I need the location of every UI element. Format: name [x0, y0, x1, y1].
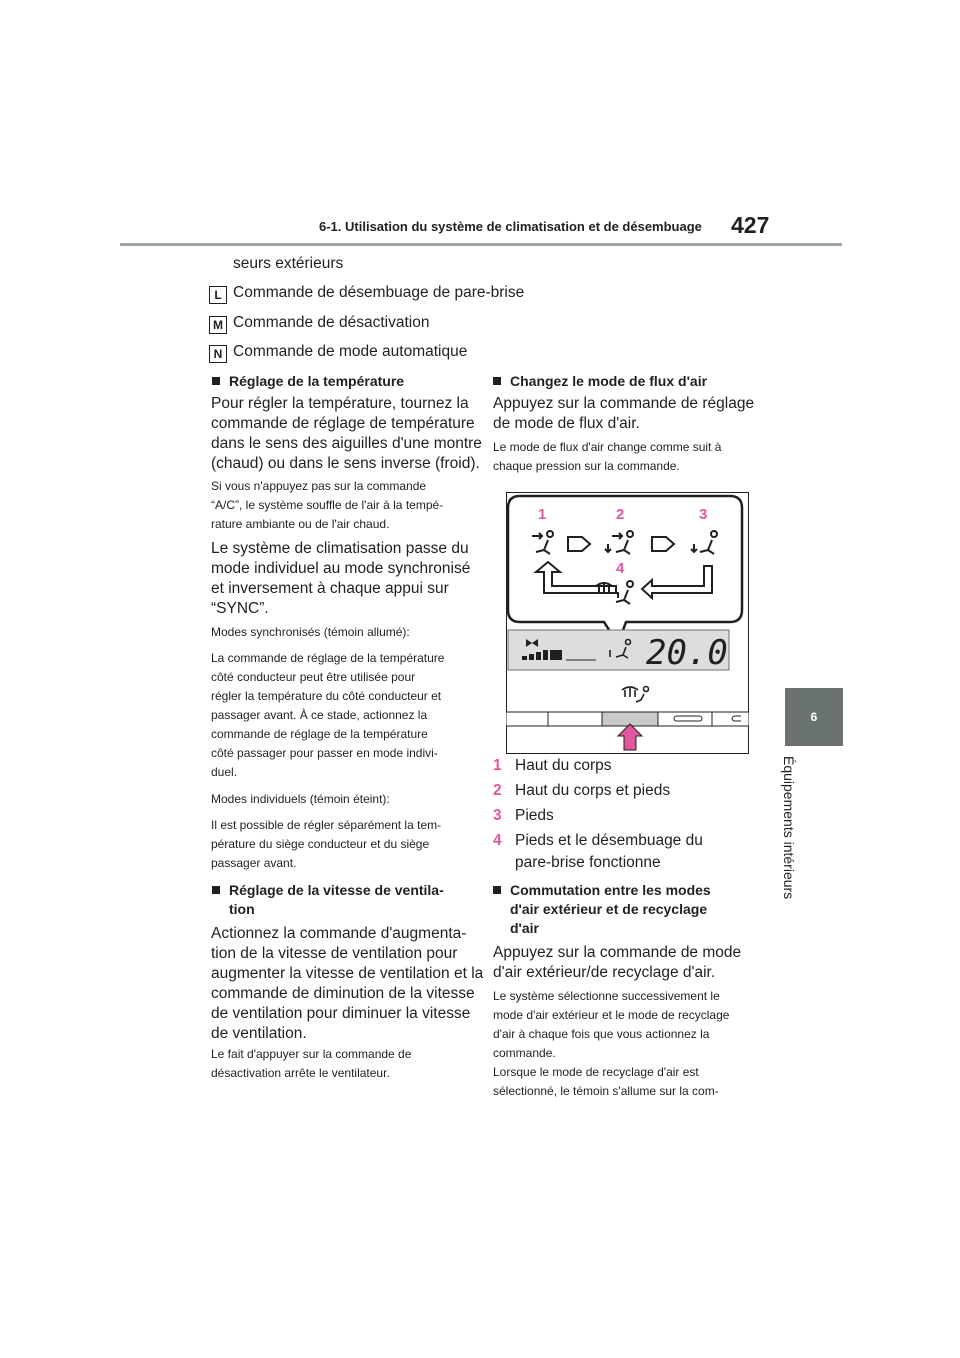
paragraph-temperature [211, 394, 482, 474]
line: désactivation arrête le ventilateur. [211, 1066, 390, 1080]
line: Modes synchronisés (témoin allumé): [211, 625, 410, 639]
key-text: Commande de désactivation [233, 314, 430, 331]
slot-indicator [674, 716, 702, 721]
line: Actionnez la commande d'augmenta- [211, 925, 467, 942]
list-item [493, 806, 703, 826]
note-sync-mode [211, 649, 444, 782]
line: duel. [211, 765, 238, 779]
mode-number-4: 4 [616, 560, 625, 577]
paragraph-airflow-mode [493, 394, 754, 434]
line: (chaud) ou dans le sens inverse (froid). [211, 455, 480, 472]
line: d'air à chaque fois que vous actionnez la [493, 1027, 710, 1041]
line: Il est possible de régler séparément la tem- [211, 818, 442, 832]
line: de ventilation. [211, 1025, 307, 1042]
list-item [493, 781, 703, 801]
heading-line: d'air extérieur et de recyclage [510, 901, 708, 917]
line: passager avant. À ce stade, actionnez la [211, 708, 428, 722]
mode-number-2: 2 [616, 506, 625, 523]
mode-list [493, 756, 703, 873]
line: mode d'air extérieur et le mode de recyclage [493, 1008, 730, 1022]
key-line-n [209, 342, 467, 363]
line: régler la température du côté conducteur et [211, 689, 442, 703]
line: Appuyez sur la commande de réglage [493, 395, 755, 412]
airflow-mode-diagram [506, 492, 749, 754]
line: dans le sens des aiguilles d'une montre [211, 435, 482, 452]
key-label: N [209, 345, 227, 363]
heading-fan-speed [212, 881, 444, 919]
line: commande de réglage de la température [211, 727, 428, 741]
line: Le mode de flux d'air change comme suit à [493, 440, 722, 454]
bullet-square-icon [493, 886, 501, 894]
line: côté passager pour passer en mode indivi- [211, 746, 438, 760]
line: Le fait d'appuyer sur la commande de [211, 1047, 412, 1061]
line: Lorsque le mode de recyclage d'air est [493, 1065, 699, 1079]
heading-text: Commutation entre les modes [510, 882, 711, 898]
line: “SYNC”. [211, 600, 269, 617]
line: augmenter la vitesse de ventilation et la [211, 965, 484, 982]
line: mode individuel au mode synchronisé [211, 560, 471, 577]
line: côté conducteur peut être utilisée pour [211, 670, 416, 684]
mode-number-3: 3 [699, 506, 708, 523]
paragraph-fan-speed [211, 924, 483, 1044]
list-number: 4 [493, 832, 502, 849]
line: sélectionné, le témoin s'allume sur la com- [493, 1084, 719, 1098]
heading-line [493, 881, 711, 900]
heading-text: Changez le mode de flux d'air [510, 373, 708, 389]
heading-line [212, 881, 444, 900]
list-text: Pieds et le désembuage du [515, 832, 703, 849]
line: Modes individuels (témoin éteint): [211, 792, 390, 806]
line: “A/C”, le système souffle de l'air à la tempé- [211, 498, 444, 512]
note-fan-off [211, 1045, 411, 1083]
header-divider [120, 243, 842, 246]
line: commande. [493, 1046, 556, 1060]
continued-text: seurs extérieurs [233, 255, 344, 272]
key-label: L [209, 286, 227, 304]
paragraph-sync [211, 539, 470, 619]
chapter-label [781, 756, 817, 906]
paragraph-air-recirc [493, 943, 741, 983]
note-individual-title [211, 790, 390, 809]
chapter-tab [785, 688, 843, 746]
heading-air-recirc [493, 881, 711, 938]
list-text-continued: pare-brise fonctionne [515, 854, 661, 871]
line: tion de la vitesse de ventilation pour [211, 945, 458, 962]
heading-line: d'air [510, 920, 540, 936]
list-text: Haut du corps [515, 757, 612, 774]
line: rature ambiante ou de l'air chaud. [211, 517, 390, 531]
note-air-recirc [493, 987, 729, 1101]
list-number: 3 [493, 807, 502, 824]
heading-text: Réglage de la température [229, 373, 405, 389]
line: Si vous n'appuyez pas sur la commande [211, 479, 427, 493]
bullet-square-icon [212, 377, 220, 385]
page-number: 427 [731, 212, 770, 238]
list-text: Haut du corps et pieds [515, 782, 671, 799]
line: d'air extérieur/de recyclage d'air. [493, 964, 716, 981]
line: passager avant. [211, 856, 297, 870]
key-text: Commande de mode automatique [233, 343, 468, 360]
bullet-square-icon [493, 377, 501, 385]
line: La commande de réglage de la température [211, 651, 445, 665]
chapter-label-text: Équipements intérieurs [781, 756, 797, 900]
note-ac [211, 477, 443, 534]
line: commande de diminution de la vitesse [211, 985, 475, 1002]
list-item [493, 756, 703, 776]
line: de mode de flux d'air. [493, 415, 640, 432]
key-text: Commande de désembuage de pare-brise [233, 284, 525, 301]
chapter-number: 6 [810, 710, 818, 724]
list-text: Pieds [515, 807, 554, 824]
line: et inversement à chaque appui sur [211, 580, 449, 597]
line: Pour régler la température, tournez la [211, 395, 469, 412]
line: Le système sélectionne successivement le [493, 989, 720, 1003]
list-number: 2 [493, 782, 502, 799]
line: de ventilation pour diminuer la vitesse [211, 1005, 471, 1022]
heading-temperature [212, 372, 404, 391]
line: commande de réglage de température [211, 415, 475, 432]
key-line-l [209, 283, 524, 304]
heading-airflow-mode [493, 372, 707, 391]
key-line-m [209, 313, 429, 334]
temperature-readout: 20.0 [646, 633, 728, 673]
heading-line: tion [229, 901, 255, 917]
list-number: 1 [493, 757, 502, 774]
note-sync-mode-title [211, 623, 410, 642]
bullet-square-icon [212, 886, 220, 894]
list-item [493, 831, 703, 851]
line: chaque pression sur la commande. [493, 459, 680, 473]
note-individual [211, 816, 441, 873]
line: Appuyez sur la commande de mode [493, 944, 742, 961]
mode-number-1: 1 [538, 506, 547, 523]
note-airflow [493, 438, 721, 476]
line: pérature du siège conducteur et du siège [211, 837, 430, 851]
heading-text: Réglage de la vitesse de ventila- [229, 882, 444, 898]
line: Le système de climatisation passe du [211, 540, 469, 557]
section-title: 6-1. Utilisation du système de climatisation et de désembuage [319, 219, 702, 234]
key-label: M [209, 316, 227, 334]
